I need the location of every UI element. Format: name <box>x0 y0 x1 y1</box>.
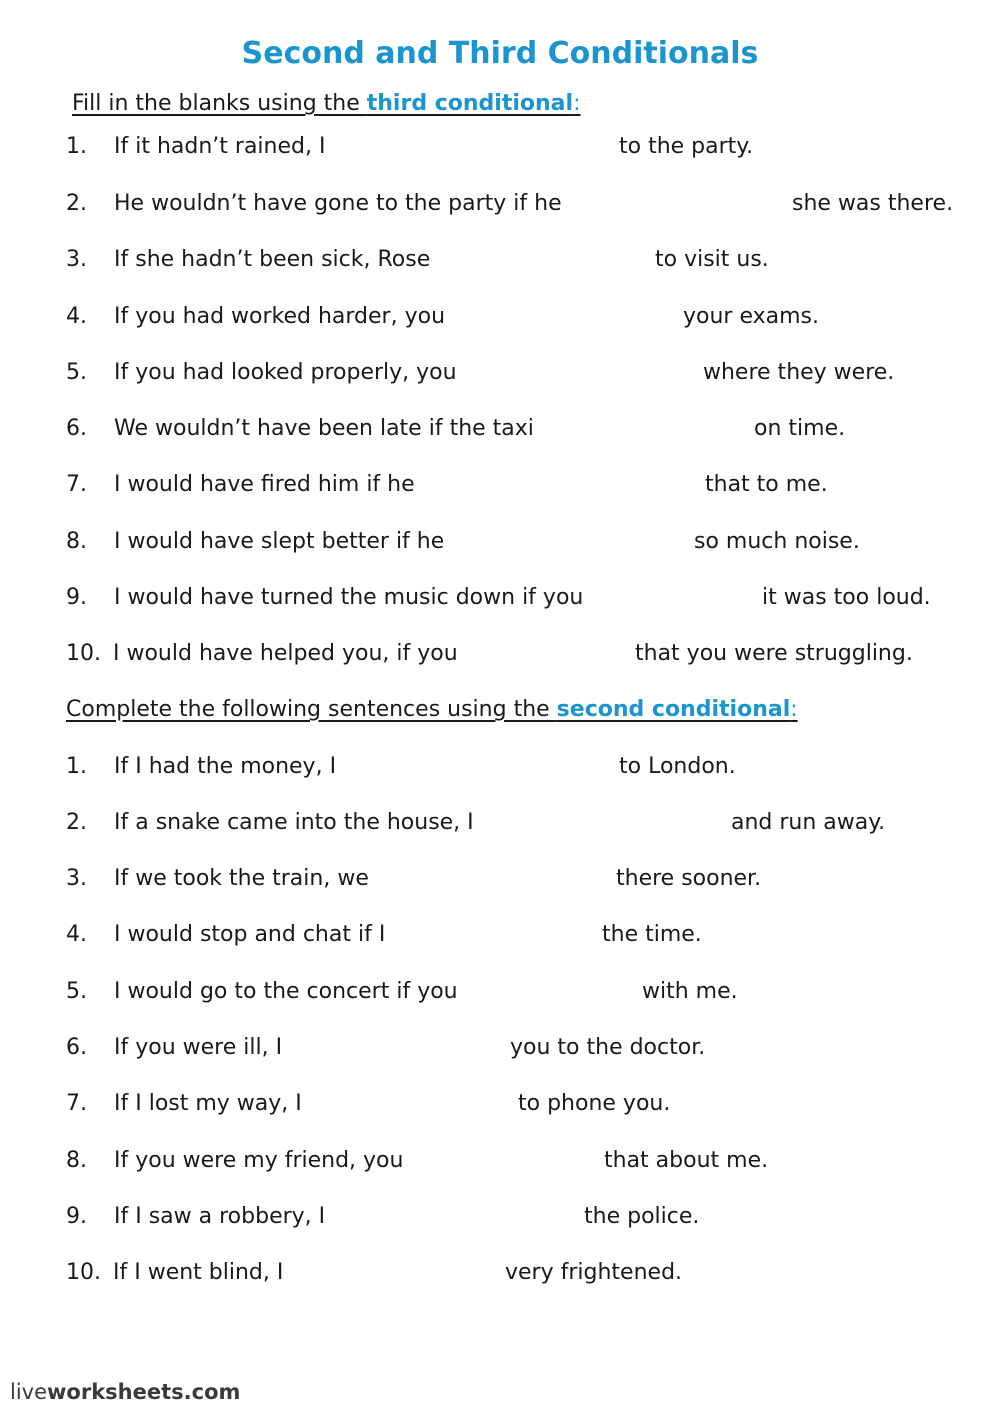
question-text-after: it was too loud. <box>762 585 931 610</box>
question-text-after: she was there. <box>792 191 954 216</box>
answer-blank-input[interactable] <box>399 866 613 894</box>
question-text-before: I would go to the concert if you <box>114 979 458 1004</box>
question-text-after: and run away. <box>731 810 886 835</box>
question-text-before: If a snake came into the house, I <box>114 810 474 835</box>
answer-blank-input[interactable] <box>492 641 632 669</box>
footer-brand-light: live <box>10 1380 48 1404</box>
answer-blank-input[interactable] <box>355 134 614 162</box>
question-number: 7. <box>66 1091 87 1116</box>
answer-blank-input[interactable] <box>493 360 700 388</box>
question-text-before: We wouldn’t have been late if the taxi <box>114 416 534 441</box>
question-number: 6. <box>66 416 87 441</box>
question-text-after: your exams. <box>683 304 819 329</box>
question-text-before: If you were ill, I <box>114 1035 283 1060</box>
question-text-before: If you had worked harder, you <box>114 304 446 329</box>
answer-blank-input[interactable] <box>462 247 652 275</box>
question-text-after: to phone you. <box>518 1091 671 1116</box>
section2-instruction-prefix: Complete the following sentences using the <box>66 697 557 722</box>
question-text-before: I would have helped you, if you <box>113 641 458 666</box>
question-number: 10. <box>66 641 101 666</box>
question-text-after: with me. <box>642 979 738 1004</box>
question-text-before: I would have turned the music down if you <box>114 585 584 610</box>
question-text-after: so much noise. <box>694 529 860 554</box>
answer-blank-input[interactable] <box>437 1148 601 1176</box>
question-text-after: there sooner. <box>616 866 762 891</box>
answer-blank-input[interactable] <box>477 529 691 557</box>
answer-blank-input[interactable] <box>628 585 759 613</box>
question-text-after: that you were struggling. <box>635 641 913 666</box>
question-text-after: on time. <box>754 416 846 441</box>
question-text-before: If I lost my way, I <box>114 1091 302 1116</box>
question-number: 4. <box>66 922 87 947</box>
worksheet-title: Second and Third Conditionals <box>241 36 759 71</box>
answer-blank-input[interactable] <box>370 754 616 782</box>
question-text-after: that to me. <box>705 472 828 497</box>
question-text-before: If I went blind, I <box>113 1260 284 1285</box>
question-number: 8. <box>66 529 87 554</box>
question-text-before: I would stop and chat if I <box>114 922 386 947</box>
question-number: 8. <box>66 1148 87 1173</box>
answer-blank-input[interactable] <box>310 1035 507 1063</box>
question-text-after: where they were. <box>703 360 895 385</box>
question-number: 10. <box>66 1260 101 1285</box>
question-text-before: If you were my friend, you <box>114 1148 404 1173</box>
question-number: 2. <box>66 191 87 216</box>
section1-instruction-suffix: : <box>573 91 581 116</box>
question-text-before: If I had the money, I <box>114 754 337 779</box>
answer-blank-input[interactable] <box>447 472 702 500</box>
question-text-after: that about me. <box>604 1148 769 1173</box>
question-number: 6. <box>66 1035 87 1060</box>
question-text-after: to the party. <box>619 134 754 159</box>
question-text-before: If it hadn’t rained, I <box>114 134 326 159</box>
section1-instruction-prefix: Fill in the blanks using the <box>72 91 367 116</box>
question-text-after: very frightened. <box>505 1260 683 1285</box>
question-text-after: to visit us. <box>655 247 769 272</box>
answer-blank-input[interactable] <box>514 810 728 838</box>
section1-instruction <box>72 91 580 116</box>
question-text-before: If we took the train, we <box>114 866 369 891</box>
answer-blank-input[interactable] <box>418 922 599 950</box>
question-text-before: He wouldn’t have gone to the party if he <box>114 191 562 216</box>
question-number: 7. <box>66 472 87 497</box>
question-number: 2. <box>66 810 87 835</box>
question-number: 5. <box>66 979 87 1004</box>
question-text-after: the police. <box>584 1204 700 1229</box>
section1-instruction-highlight: third conditional <box>366 91 574 116</box>
question-text-after: you to the doctor. <box>510 1035 706 1060</box>
answer-blank-input[interactable] <box>570 416 751 444</box>
question-number: 4. <box>66 304 87 329</box>
answer-blank-input[interactable] <box>600 191 789 219</box>
question-number: 9. <box>66 1204 87 1229</box>
answer-blank-input[interactable] <box>360 1204 581 1232</box>
question-number: 1. <box>66 134 87 159</box>
answer-blank-input[interactable] <box>493 979 639 1007</box>
question-text-before: I would have slept better if he <box>114 529 445 554</box>
section2-instruction-highlight: second conditional <box>556 697 791 722</box>
footer-brand-bold: worksheets.com <box>47 1380 241 1404</box>
section2-instruction-suffix: : <box>790 697 798 722</box>
question-text-before: If she hadn’t been sick, Rose <box>114 247 431 272</box>
answer-blank-input[interactable] <box>482 304 680 332</box>
question-text-before: If I saw a robbery, I <box>114 1204 326 1229</box>
question-number: 1. <box>66 754 87 779</box>
section2-instruction <box>66 697 798 722</box>
question-text-before: If you had looked properly, you <box>114 360 457 385</box>
question-number: 3. <box>66 866 87 891</box>
question-number: 5. <box>66 360 87 385</box>
answer-blank-input[interactable] <box>335 1091 515 1119</box>
question-text-after: the time. <box>602 922 702 947</box>
answer-blank-input[interactable] <box>312 1260 502 1288</box>
question-text-after: to London. <box>619 754 736 779</box>
footer-brand <box>10 1380 240 1404</box>
question-text-before: I would have fired him if he <box>114 472 415 497</box>
question-number: 9. <box>66 585 87 610</box>
question-number: 3. <box>66 247 87 272</box>
